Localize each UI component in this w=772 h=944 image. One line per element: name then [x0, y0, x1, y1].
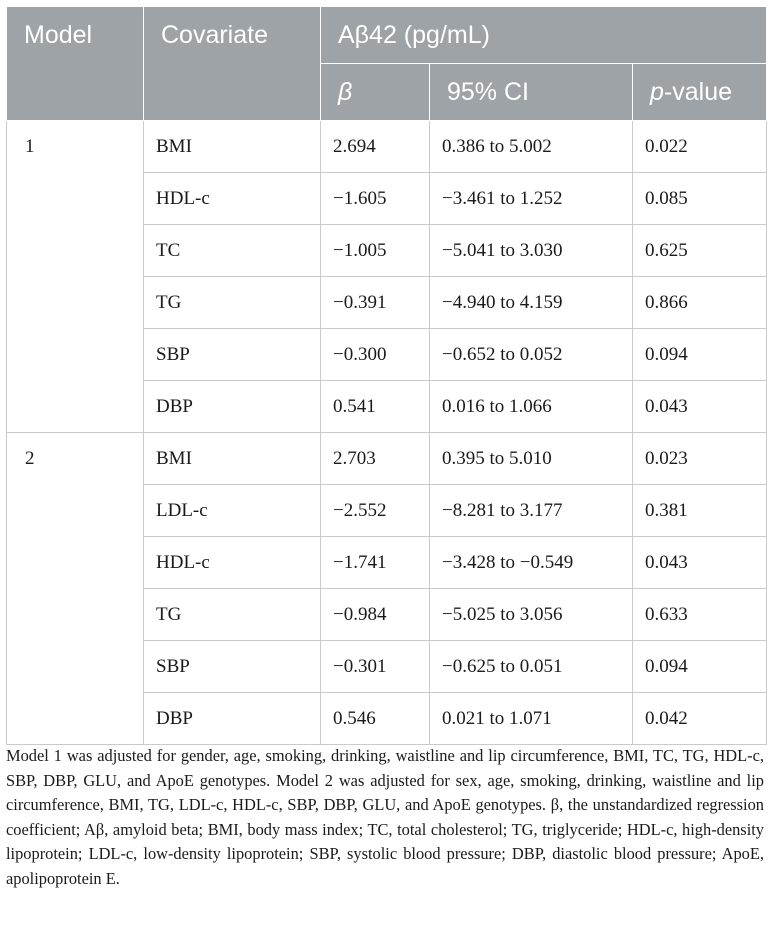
header-p-suffix: -value [663, 78, 732, 106]
beta-cell: −0.300 [321, 329, 430, 381]
covariate-cell: SBP [144, 329, 321, 381]
covariate-cell: BMI [144, 433, 321, 485]
p-value-cell: 0.381 [633, 485, 767, 537]
p-value-cell: 0.633 [633, 589, 767, 641]
p-value-cell: 0.085 [633, 173, 767, 225]
ci-cell: −3.461 to 1.252 [430, 173, 633, 225]
covariate-cell: HDL-c [144, 173, 321, 225]
ci-cell: −0.625 to 0.051 [430, 641, 633, 693]
ci-cell: −0.652 to 0.052 [430, 329, 633, 381]
table-row [7, 433, 767, 485]
covariate-cell: TC [144, 225, 321, 277]
covariate-cell: DBP [144, 693, 321, 745]
ci-cell: −5.025 to 3.056 [430, 589, 633, 641]
covariate-cell: TG [144, 277, 321, 329]
covariate-cell: DBP [144, 381, 321, 433]
table-row [7, 121, 767, 173]
beta-cell: −1.605 [321, 173, 430, 225]
beta-cell: 0.546 [321, 693, 430, 745]
model-cell: 2 [7, 433, 144, 745]
p-value-cell: 0.022 [633, 121, 767, 173]
beta-cell: 2.694 [321, 121, 430, 173]
header-covariate: Covariate [144, 7, 321, 121]
model-cell: 1 [7, 121, 144, 433]
covariate-cell: TG [144, 589, 321, 641]
covariate-cell: LDL-c [144, 485, 321, 537]
ci-cell: 0.386 to 5.002 [430, 121, 633, 173]
header-ci: 95% CI [430, 64, 633, 121]
ci-cell: −5.041 to 3.030 [430, 225, 633, 277]
beta-cell: 2.703 [321, 433, 430, 485]
ci-cell: −3.428 to −0.549 [430, 537, 633, 589]
header-beta [321, 64, 430, 121]
p-value-cell: 0.866 [633, 277, 767, 329]
header-beta-symbol: β [338, 78, 353, 106]
beta-cell: −0.984 [321, 589, 430, 641]
p-value-cell: 0.023 [633, 433, 767, 485]
p-value-cell: 0.094 [633, 329, 767, 381]
results-table [6, 6, 767, 745]
beta-cell: −0.301 [321, 641, 430, 693]
covariate-cell: HDL-c [144, 537, 321, 589]
beta-cell: −1.741 [321, 537, 430, 589]
p-value-cell: 0.043 [633, 381, 767, 433]
header-group-abeta42: Aβ42 (pg/mL) [321, 7, 767, 64]
p-value-cell: 0.094 [633, 641, 767, 693]
beta-cell: 0.541 [321, 381, 430, 433]
p-value-cell: 0.043 [633, 537, 767, 589]
covariate-cell: SBP [144, 641, 321, 693]
header-model: Model [7, 7, 144, 121]
beta-cell: −0.391 [321, 277, 430, 329]
covariate-cell: BMI [144, 121, 321, 173]
p-value-cell: 0.625 [633, 225, 767, 277]
header-row-1 [7, 7, 767, 64]
ci-cell: −4.940 to 4.159 [430, 277, 633, 329]
p-value-cell: 0.042 [633, 693, 767, 745]
table-body [7, 121, 767, 745]
beta-cell: −1.005 [321, 225, 430, 277]
ci-cell: 0.016 to 1.066 [430, 381, 633, 433]
table-footnote: Model 1 was adjusted for gender, age, smoking, drinking, waistline and lip circumference, BMI, TC, TG, HDL-c, SBP, DBP, GLU, and ApoE genotypes. Model 2 was adjusted for sex, age, smoking, drinking, waistline and lip circumference, BMI, TG, LDL-c, HDL-c, SBP, DBP, GLU, and ApoE genotypes. β, the unstandardized regression coefficient; Aβ, amyloid beta; BMI, body mass index; TC, total cholesterol; TG, triglyceride; HDL-c, high-density lipoprotein; LDL-c, low-density lipoprotein; SBP, systolic blood pressure; DBP, diastolic blood pressure; ApoE, apolipoprotein E. [6, 746, 764, 888]
header-p-letter: p [650, 78, 664, 106]
ci-cell: 0.395 to 5.010 [430, 433, 633, 485]
header-p-value [633, 64, 767, 121]
beta-cell: −2.552 [321, 485, 430, 537]
ci-cell: 0.021 to 1.071 [430, 693, 633, 745]
ci-cell: −8.281 to 3.177 [430, 485, 633, 537]
